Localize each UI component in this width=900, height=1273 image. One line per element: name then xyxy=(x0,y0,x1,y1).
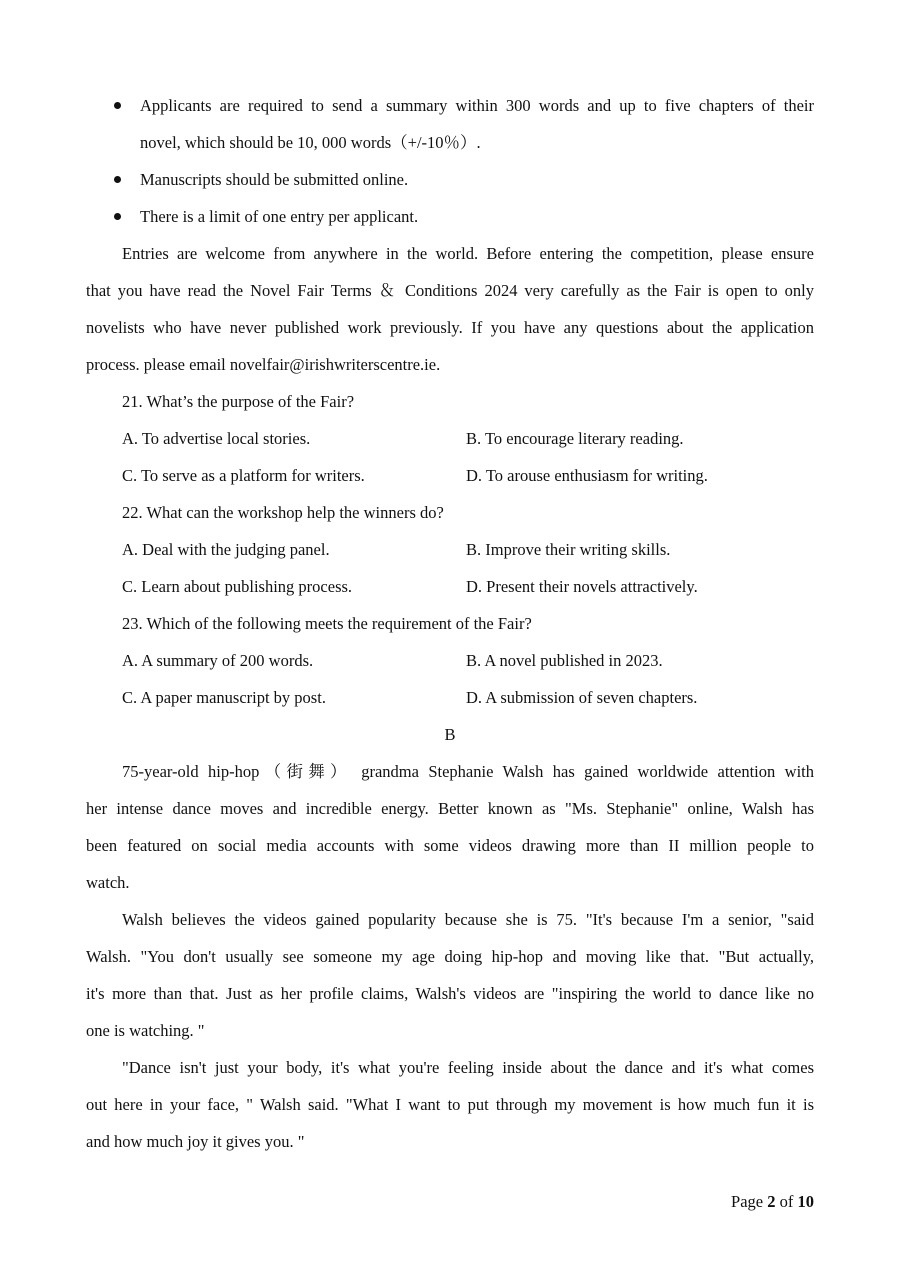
page-number xyxy=(731,1192,814,1212)
option-a: A. Deal with the judging panel. xyxy=(122,540,330,559)
paragraph-line: Walsh believes the videos gained popularity because she is 75. "It's because I'm a senior, "said xyxy=(122,910,814,929)
paragraph-line: novelists who have never published work previously. If you have any questions about the application xyxy=(86,318,814,337)
paragraph-line: and how much joy it gives you. " xyxy=(86,1132,305,1151)
page-prefix: Page xyxy=(731,1192,768,1211)
option-d: D. To arouse enthusiasm for writing. xyxy=(466,466,708,485)
question-stem: 22. What can the workshop help the winners do? xyxy=(122,503,444,522)
paragraph-line: Walsh. "You don't usually see someone my age doing hip-hop and moving like that. "But actually, xyxy=(86,947,814,966)
option-a: A. A summary of 200 words. xyxy=(122,651,314,670)
paragraph-line: 75-year-old hip-hop（街舞） grandma Stephanie Walsh has gained worldwide attention with xyxy=(122,762,814,781)
bullet-dot xyxy=(114,176,121,183)
paragraph-line: Entries are welcome from anywhere in the world. Before entering the competition, please ensure xyxy=(122,244,814,263)
paragraph-line: "Dance isn't just your body, it's what you're feeling inside about the dance and it's what comes xyxy=(122,1058,814,1077)
option-c: C. A paper manuscript by post. xyxy=(122,688,326,707)
paragraph-line: one is watching. " xyxy=(86,1021,205,1040)
paragraph-line: her intense dance moves and incredible energy. Better known as "Ms. Stephanie" online, Walsh has xyxy=(86,799,814,818)
paragraph-line: it's more than that. Just as her profile claims, Walsh's videos are "inspiring the world to dance like no xyxy=(86,984,814,1003)
paragraph-line: been featured on social media accounts with some videos drawing more than II million people to xyxy=(86,836,814,855)
paragraph-line: process. please email novelfair@irishwriterscentre.ie. xyxy=(86,355,441,374)
question-stem: 21. What’s the purpose of the Fair? xyxy=(122,392,355,411)
bullet-dot xyxy=(114,102,121,109)
bullet-text: Manuscripts should be submitted online. xyxy=(140,170,409,189)
option-c: C. To serve as a platform for writers. xyxy=(122,466,365,485)
paragraph-line: out here in your face, " Walsh said. "What I want to put through my movement is how much fun it is xyxy=(86,1095,814,1114)
option-d: D. A submission of seven chapters. xyxy=(466,688,698,707)
section-heading: B xyxy=(444,725,456,744)
paragraph-line: watch. xyxy=(86,873,130,892)
page-of: of xyxy=(775,1192,798,1211)
total-pages: 10 xyxy=(797,1192,814,1211)
option-d: D. Present their novels attractively. xyxy=(466,577,698,596)
bullet-dot xyxy=(114,213,121,220)
bullet-text-continued: novel, which should be 10, 000 words（+/-10％）. xyxy=(140,133,481,152)
option-b: B. A novel published in 2023. xyxy=(466,651,663,670)
question-stem: 23. Which of the following meets the requirement of the Fair? xyxy=(122,614,532,633)
option-a: A. To advertise local stories. xyxy=(122,429,311,448)
current-page: 2 xyxy=(767,1192,776,1211)
bullet-text: Applicants are required to send a summary within 300 words and up to five chapters of their xyxy=(140,96,814,115)
option-b: B. To encourage literary reading. xyxy=(466,429,684,448)
paragraph-line: that you have read the Novel Fair Terms ＆ Conditions 2024 very carefully as the Fair is open to only xyxy=(86,281,814,300)
option-b: B. Improve their writing skills. xyxy=(466,540,671,559)
option-c: C. Learn about publishing process. xyxy=(122,577,353,596)
bullet-text: There is a limit of one entry per applicant. xyxy=(140,207,419,226)
